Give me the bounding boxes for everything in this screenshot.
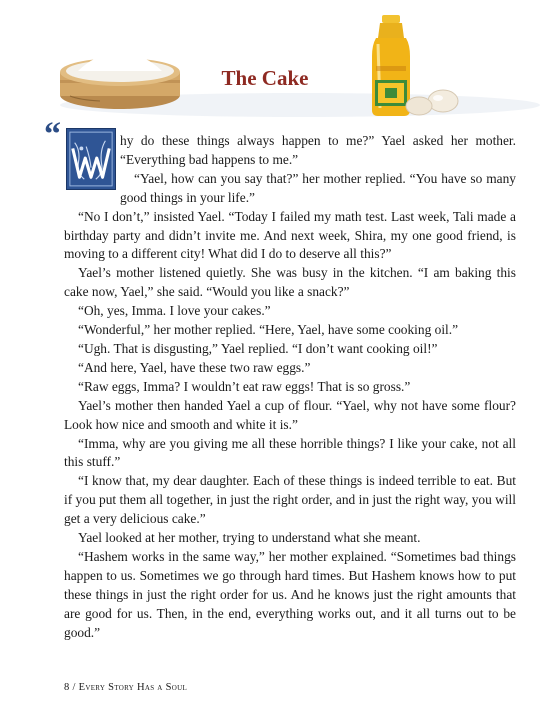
paragraph: “Yael, how can you say that?” her mother replied. “You have so many good things in your life.” [120, 170, 516, 205]
book-title: Every Story Has a Soul [78, 682, 188, 693]
paragraph: “Oh, yes, Imma. I love your cakes.” [78, 303, 271, 319]
paragraph: Yael looked at her mother, trying to understand what she meant. [78, 530, 421, 546]
paragraph: “Hashem works in the same way,” her mother explained. “Sometimes bad things happen to us. Sometimes we go through hard times. But Hashem knows how to put these things in just the right order for us. And he knows just the right amounts that are good for us. Then, in the end, everything works out, and it all turns out to be good.” [64, 548, 516, 640]
page-footer [64, 682, 187, 693]
paragraph: “Raw eggs, Imma? I wouldn’t eat raw eggs! That is so gross.” [78, 378, 411, 394]
paragraph: “Imma, why are you giving me all these horrible things? I like your cake, not all this stuff.” [64, 435, 516, 470]
story-text [64, 132, 516, 642]
page-title: The Cake [221, 66, 309, 90]
oil-bottle-illustration [372, 15, 410, 116]
header-illustration [0, 0, 550, 128]
paragraph: “Wonderful,” her mother replied. “Here, Yael, have some cooking oil.” [78, 322, 459, 338]
paragraph: “Ugh. That is disgusting,” Yael replied. “I don’t want cooking oil!” [78, 340, 438, 356]
paragraph: “And here, Yael, have these two raw eggs.” [78, 359, 311, 375]
opening-quote-mark: “ [44, 116, 61, 153]
paragraph: Yael’s mother listened quietly. She was busy in the kitchen. “I am baking this cake now, Yael,” she said. “Would you like a snack?” [64, 265, 516, 300]
paragraph: Yael’s mother then handed Yael a cup of flour. “Yael, why not have some flour? Look how nice and smooth and white it is.” [64, 397, 516, 432]
paragraph: “I know that, my dear daughter. Each of these things is indeed terrible to eat. But if you put them all together, in just the right order, and in just the right way, you will get a very delicious cake.” [64, 473, 516, 527]
page-number: 8 / [64, 682, 76, 693]
paragraph: “No I don’t,” insisted Yael. “Today I failed my math test. Last week, Tali made a birthday party and didn’t invite me. And next week, Shira, my one good friend, is moving to a different city! What did I do to deserve all this?” [64, 208, 516, 262]
flour-sieve-illustration [60, 55, 180, 109]
paragraph: hy do these things always happen to me?” Yael asked her mother. “Everything bad happens to me.” [120, 133, 516, 167]
